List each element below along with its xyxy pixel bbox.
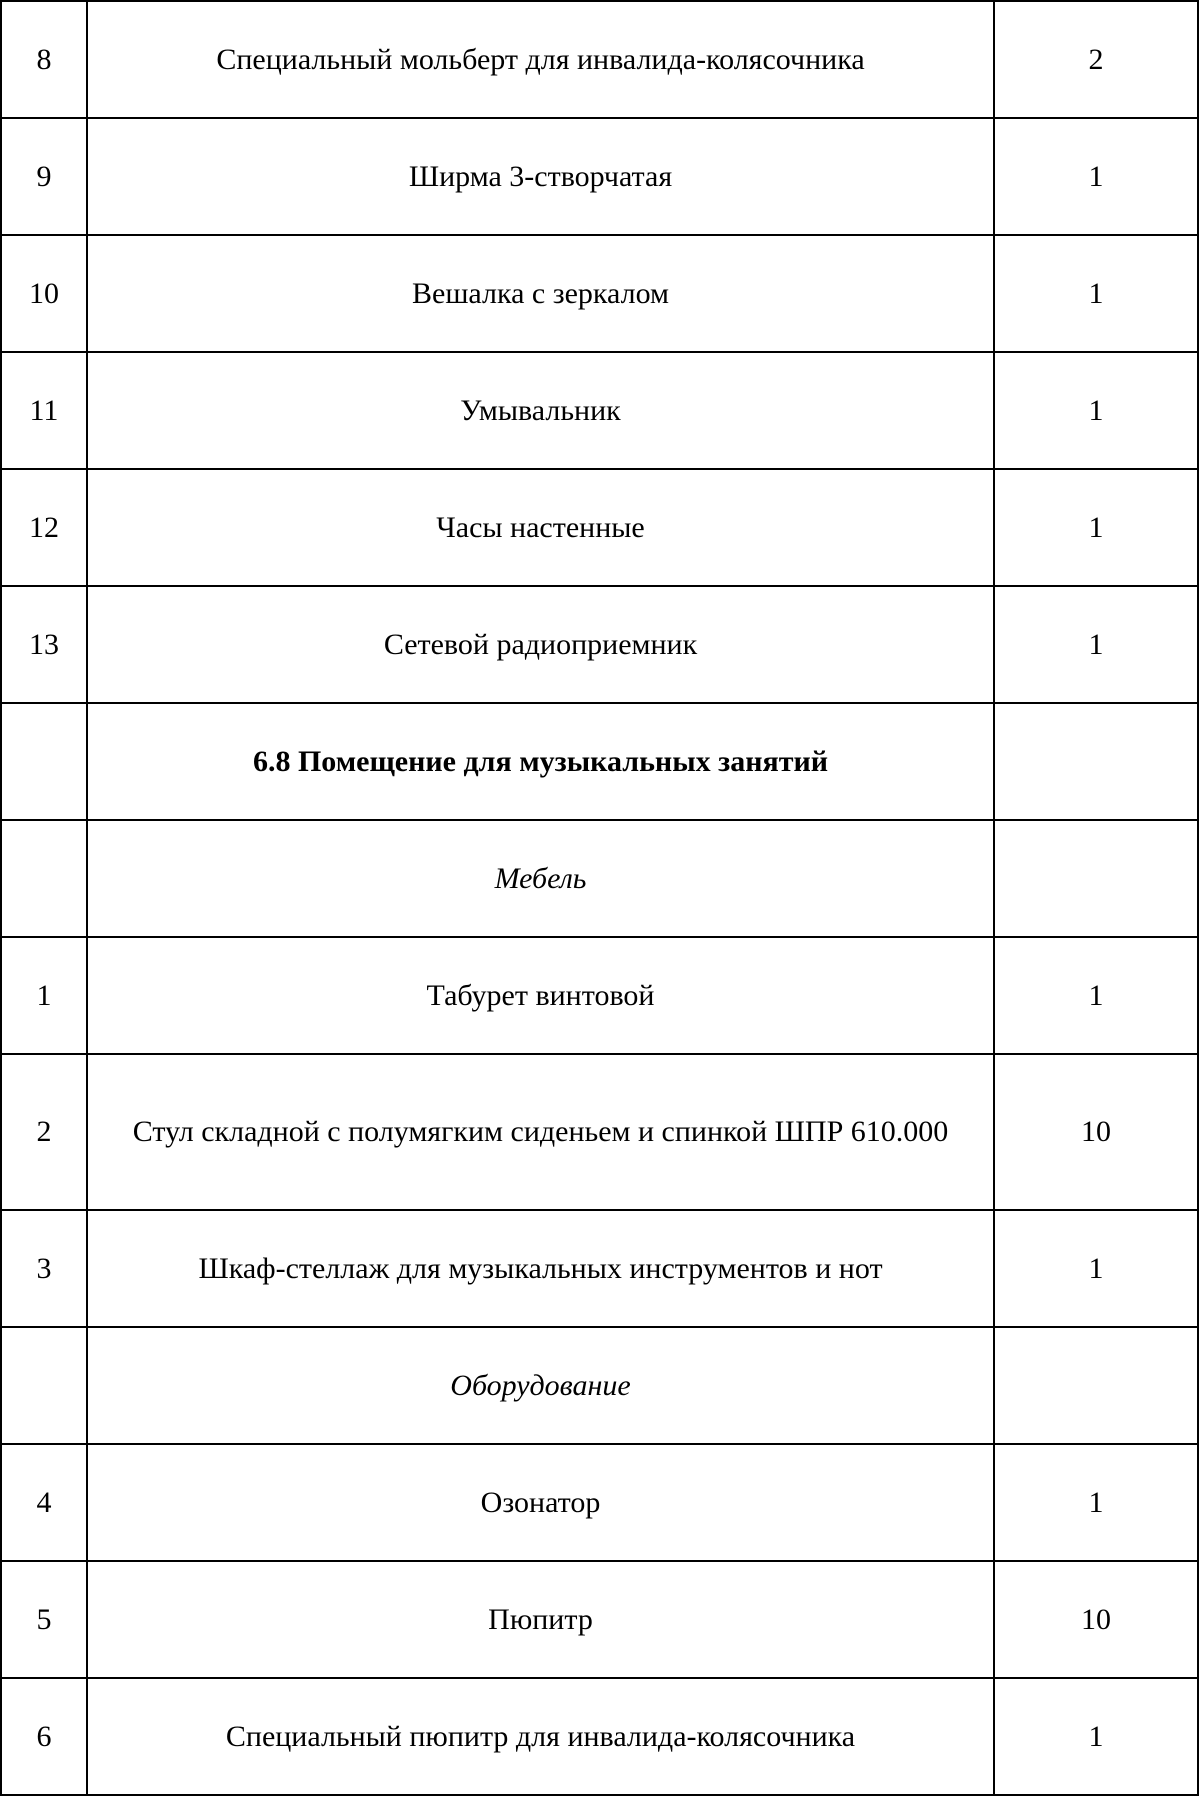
table-row	[1, 118, 1198, 235]
item-quantity: 1	[994, 586, 1198, 703]
item-name: Специальный мольберт для инвалида-колясочника	[87, 1, 994, 118]
item-name: Озонатор	[87, 1444, 994, 1561]
item-name: Стул складной с полумягким сиденьем и спинкой ШПР 610.000	[87, 1054, 994, 1210]
item-quantity: 1	[994, 235, 1198, 352]
table-row	[1, 1561, 1198, 1678]
item-quantity: 2	[994, 1, 1198, 118]
row-number: 12	[1, 469, 87, 586]
item-name: Табурет винтовой	[87, 937, 994, 1054]
item-quantity: 1	[994, 1444, 1198, 1561]
item-name: Умывальник	[87, 352, 994, 469]
category-label: Оборудование	[87, 1327, 994, 1444]
item-quantity: 1	[994, 1210, 1198, 1327]
item-quantity: 1	[994, 937, 1198, 1054]
table-row	[1, 1444, 1198, 1561]
table-row	[1, 469, 1198, 586]
table-row	[1, 1, 1198, 118]
row-number: 11	[1, 352, 87, 469]
item-name: Специальный пюпитр для инвалида-колясочника	[87, 1678, 994, 1795]
row-number	[1, 703, 87, 820]
item-quantity	[994, 703, 1198, 820]
table-row	[1, 235, 1198, 352]
item-name: Шкаф-стеллаж для музыкальных инструментов и нот	[87, 1210, 994, 1327]
row-number: 4	[1, 1444, 87, 1561]
item-name: Ширма 3-створчатая	[87, 118, 994, 235]
table-row	[1, 586, 1198, 703]
item-quantity	[994, 820, 1198, 937]
item-name: Пюпитр	[87, 1561, 994, 1678]
item-quantity: 1	[994, 352, 1198, 469]
row-number: 6	[1, 1678, 87, 1795]
row-number: 10	[1, 235, 87, 352]
row-number: 8	[1, 1, 87, 118]
category-label: Мебель	[87, 820, 994, 937]
item-quantity: 10	[994, 1054, 1198, 1210]
table-row	[1, 937, 1198, 1054]
table-row	[1, 1054, 1198, 1210]
row-number: 9	[1, 118, 87, 235]
item-name: Вешалка с зеркалом	[87, 235, 994, 352]
item-quantity: 1	[994, 469, 1198, 586]
item-quantity: 10	[994, 1561, 1198, 1678]
table-row	[1, 1210, 1198, 1327]
item-quantity: 1	[994, 118, 1198, 235]
row-number	[1, 820, 87, 937]
section-heading: 6.8 Помещение для музыкальных занятий	[87, 703, 994, 820]
item-name: Сетевой радиоприемник	[87, 586, 994, 703]
item-quantity	[994, 1327, 1198, 1444]
row-number	[1, 1327, 87, 1444]
category-row	[1, 1327, 1198, 1444]
row-number: 2	[1, 1054, 87, 1210]
table-row	[1, 352, 1198, 469]
table-row	[1, 1678, 1198, 1795]
row-number: 13	[1, 586, 87, 703]
item-quantity: 1	[994, 1678, 1198, 1795]
item-name: Часы настенные	[87, 469, 994, 586]
row-number: 5	[1, 1561, 87, 1678]
section-heading-row	[1, 703, 1198, 820]
category-row	[1, 820, 1198, 937]
row-number: 3	[1, 1210, 87, 1327]
row-number: 1	[1, 937, 87, 1054]
